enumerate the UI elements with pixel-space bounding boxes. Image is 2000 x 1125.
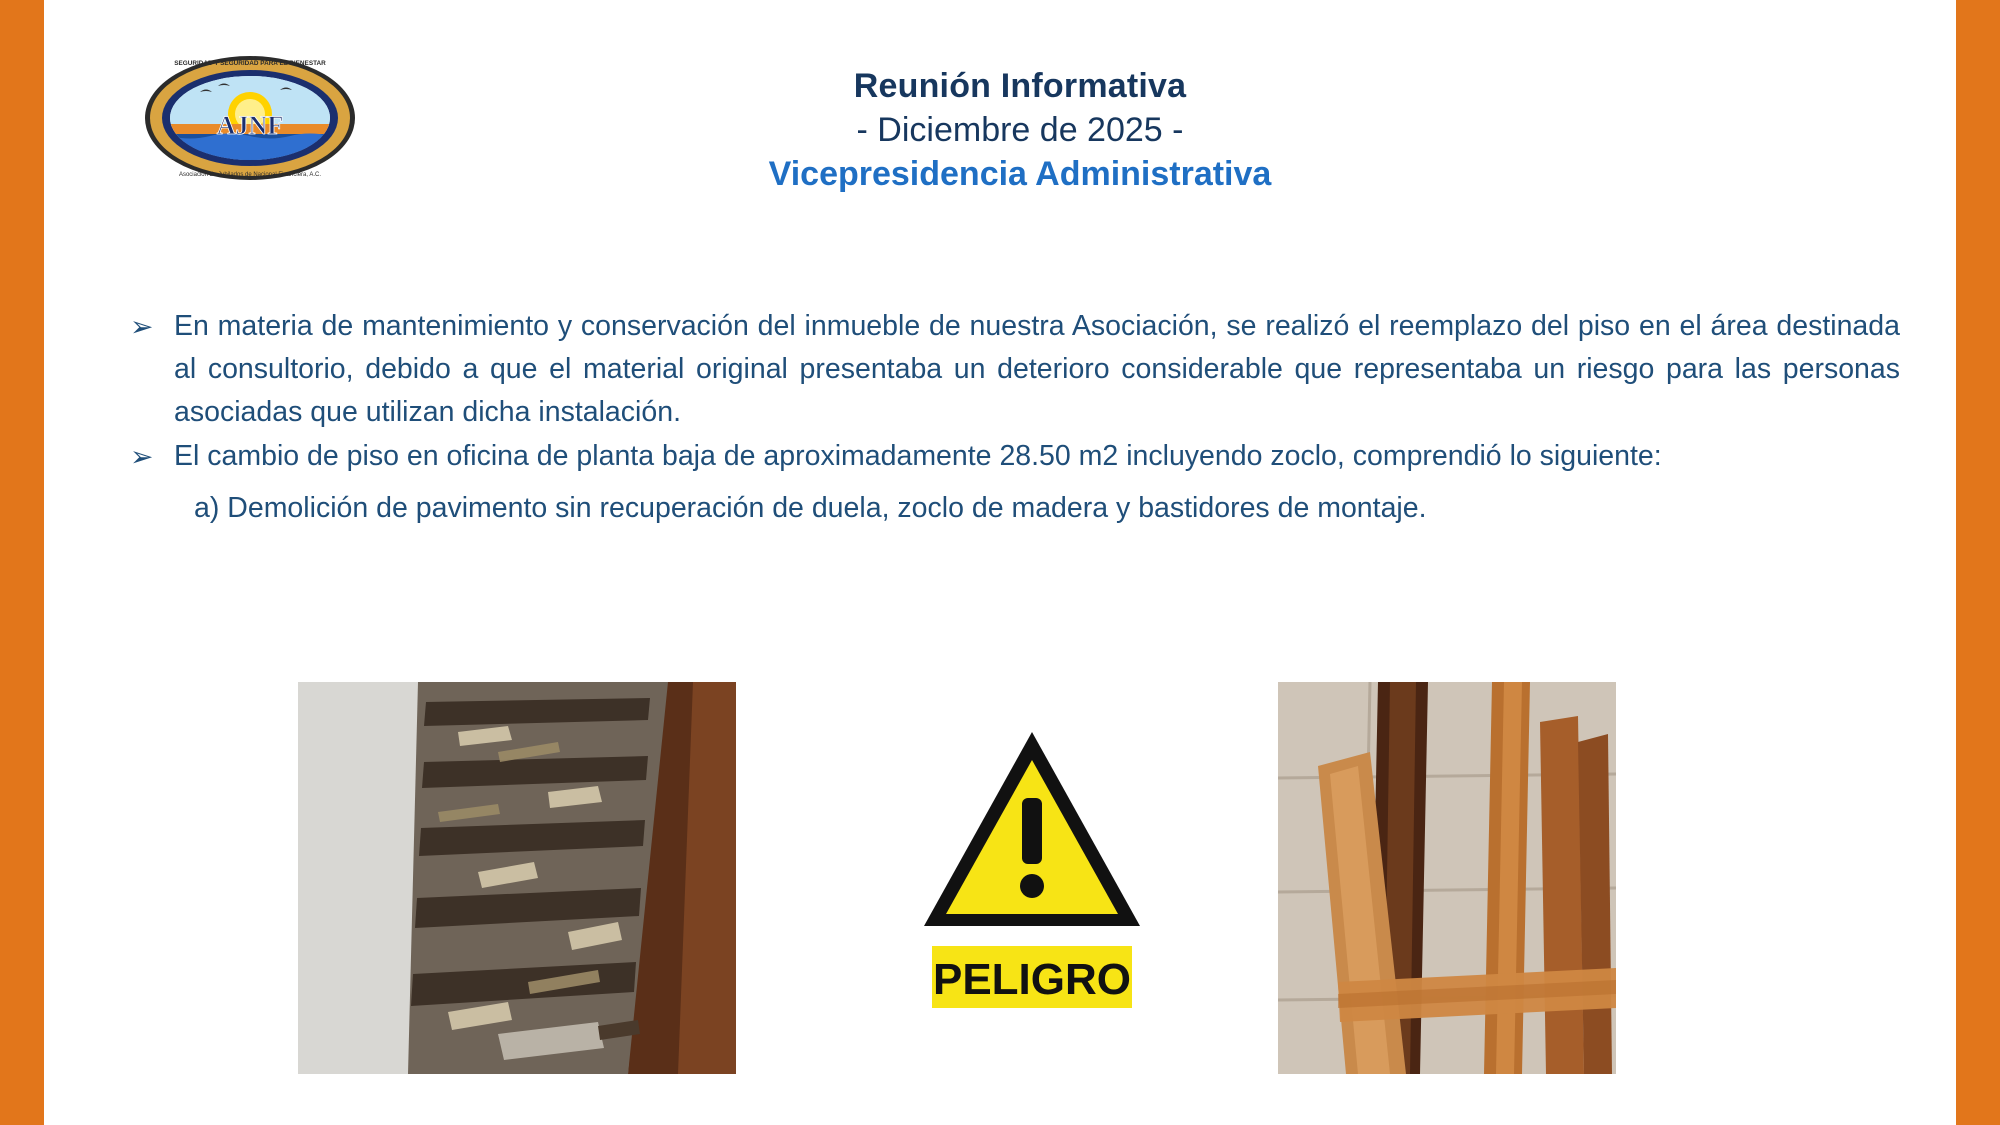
bullet-text: El cambio de piso en oficina de planta baja de aproximadamente 28.50 m2 incluyendo zoclo, comprendió lo siguiente:	[174, 440, 1662, 473]
danger-sign-photo	[918, 714, 1146, 1032]
images-row	[130, 672, 1900, 1092]
slide-body	[130, 305, 1900, 530]
ajnf-logo	[140, 48, 360, 188]
right-accent-bar	[1956, 0, 2000, 1125]
bullet-text: En materia de mantenimiento y conservación del inmueble de nuestra Asociación, se realizó el reemplazo del piso en el área destinada al consultorio, debido a que el material original presentaba un deterioro considerable que representaba un riesgo para las personas asociadas que utilizan dicha instalación.	[174, 310, 1900, 428]
svg-text:SEGURIDAD Y SEGURIDAD PARA EL: SEGURIDAD Y SEGURIDAD PARA EL BIENESTAR	[174, 60, 326, 67]
bullet-item	[130, 305, 1900, 433]
title-line-2: - Diciembre de 2025 -	[856, 111, 1184, 150]
floor-demolition-photo	[298, 682, 736, 1074]
svg-text:AJNF: AJNF	[216, 111, 284, 140]
wood-planks-photo	[1278, 682, 1616, 1074]
bullet-arrow-icon: ➢	[130, 441, 154, 473]
left-accent-bar	[0, 0, 44, 1125]
title-line-3: Vicepresidencia Administrativa	[768, 155, 1272, 194]
title-line-1: Reunión Informativa	[853, 67, 1187, 105]
bullet-arrow-icon: ➢	[130, 311, 154, 342]
svg-text:Asociación de Jubilados de Nac: Asociación de Jubilados de Nacional Financiera, A.C.	[178, 172, 322, 178]
svg-text:PELIGRO: PELIGRO	[932, 955, 1132, 1004]
slide-title	[520, 64, 1520, 197]
bullet-item	[130, 435, 1900, 478]
sub-item-a: a) Demolición de pavimento sin recuperación de duela, zoclo de madera y bastidores de montaje.	[194, 492, 1427, 525]
